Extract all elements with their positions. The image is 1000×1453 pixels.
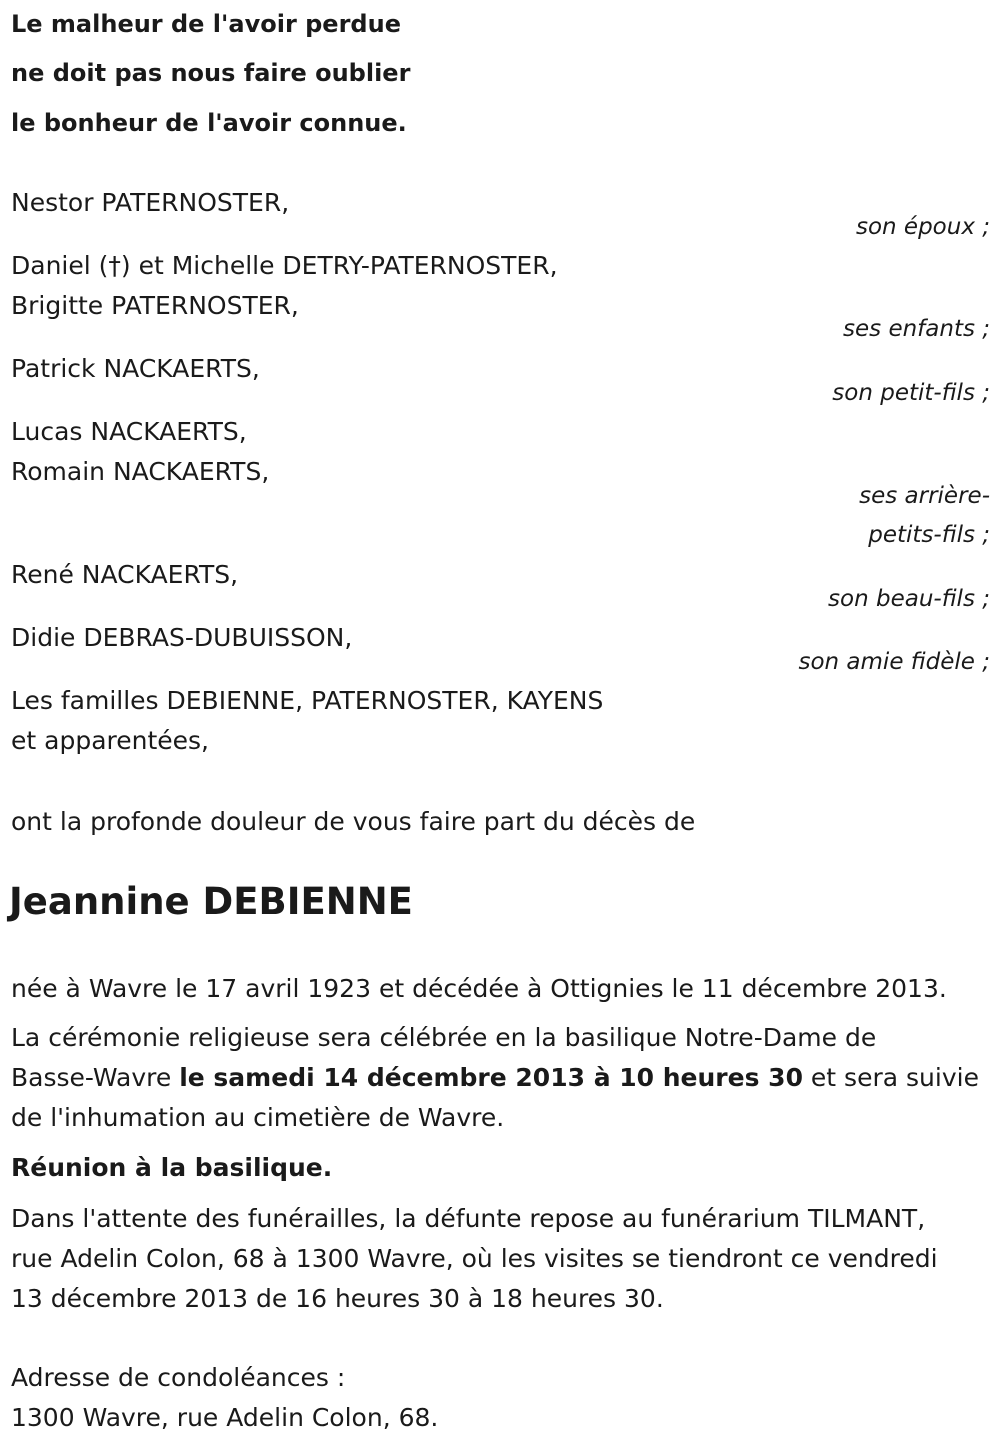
poem-line-1: Le malheur de l'avoir perdue (11, 10, 401, 38)
child-1-name (11, 251, 558, 280)
son-in-law-relation: son beau-fils ; (828, 586, 990, 612)
spouse-relation: son époux ; (855, 214, 990, 240)
child-1-suffix: ) et Michelle DETRY-PATERNOSTER, (120, 251, 558, 280)
friend-relation: son amie fidèle ; (798, 649, 990, 675)
ceremony-line-2-end: et sera suivie (802, 1063, 979, 1092)
visits-line-2: rue Adelin Colon, 68 à 1300 Wavre, où les visites se tiendront ce vendredi (11, 1244, 938, 1273)
condolences-address: 1300 Wavre, rue Adelin Colon, 68. (11, 1403, 439, 1432)
great-grandsons-relation-line-1: ses arrière- (859, 483, 990, 509)
families-line-1: Les familles DEBIENNE, PATERNOSTER, KAYENS (11, 686, 604, 715)
ceremony-line-3: de l'inhumation au cimetière de Wavre. (11, 1103, 505, 1132)
poem-line-3: le bonheur de l'avoir connue. (11, 109, 407, 137)
deceased-name: Jeannine DEBIENNE (9, 880, 413, 923)
ceremony-line-2-start: Basse-Wavre (11, 1063, 180, 1092)
announcement-text: ont la profonde douleur de vous faire part du décès de (11, 807, 696, 836)
poem-line-2: ne doit pas nous faire oublier (11, 59, 411, 87)
child-1-prefix: Daniel ( (11, 251, 109, 280)
visits-line-1: Dans l'attente des funérailles, la défunte repose au funérarium TILMANT, (11, 1204, 926, 1233)
grandson-relation: son petit-fils ; (832, 380, 990, 406)
ceremony-line-2 (11, 1063, 979, 1092)
grandson-name: Patrick NACKAERTS, (11, 354, 260, 383)
ceremony-line-1: La cérémonie religieuse sera célébrée en la basilique Notre-Dame de (11, 1023, 877, 1052)
child-2-name: Brigitte PATERNOSTER, (11, 291, 299, 320)
spouse-name: Nestor PATERNOSTER, (11, 188, 290, 217)
condolences-label: Adresse de condoléances : (11, 1363, 346, 1392)
great-grandson-1-name: Lucas NACKAERTS, (11, 417, 247, 446)
son-in-law-name: René NACKAERTS, (11, 560, 239, 589)
reunion-text: Réunion à la basilique. (11, 1153, 333, 1182)
cross-icon: † (108, 251, 121, 280)
children-relation: ses enfants ; (843, 316, 990, 342)
great-grandson-2-name: Romain NACKAERTS, (11, 457, 270, 486)
great-grandsons-relation-line-2: petits-fils ; (868, 522, 990, 548)
birth-death-text: née à Wavre le 17 avril 1923 et décédée à Ottignies le 11 décembre 2013. (11, 974, 947, 1003)
families-line-2: et apparentées, (11, 726, 209, 755)
ceremony-date-time: le samedi 14 décembre 2013 à 10 heures 30 (179, 1063, 803, 1092)
friend-name: Didie DEBRAS-DUBUISSON, (11, 623, 353, 652)
visits-line-3: 13 décembre 2013 de 16 heures 30 à 18 heures 30. (11, 1284, 664, 1313)
